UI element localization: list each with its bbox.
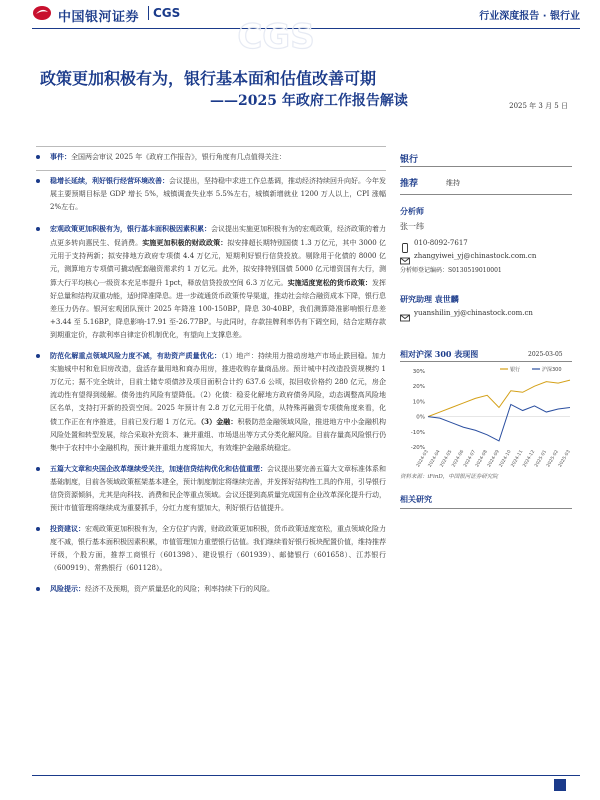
sidebar-divider [400,508,572,509]
bullet-heading: 事件： [50,152,71,161]
bullet-macro-policy [36,222,386,342]
y-tick-label: -20% [410,445,425,451]
email-icon [400,308,410,318]
column-divider [36,146,386,147]
report-title: 政策更加积极有为，银行基本面和估值改善可期 [40,69,377,88]
y-tick-label: 20% [412,384,425,391]
bullet-text: 会议提出实施更加积极有为的宏观政策，经济政策的着力点更多转向惠民生、促消费。 [50,225,386,247]
bullet-growth [36,174,386,214]
x-tick-label: 2024-04 [427,449,442,469]
series-line-1 [428,404,570,440]
footer-divider [32,775,580,776]
bullet-text: 宏观政策更加积极有为，全方位扩内需，财政政策更加积极，货币政策适度宽松，重点领域化险力度不减，银行基本面积极因素积累，市值管理加力重塑银行估值。我们继续看好银行板块配置价值，维持推荐评级，个股方面，推荐工商银行（601398）、建设银行（601939）、邮储银行（601658）、江苏银行（600919）、常熟银行（601128）。 [50,525,386,572]
legend-label: 沪深300 [542,367,562,373]
x-tick-label: 2024-11 [510,449,525,469]
summary-column [36,144,386,596]
x-tick-label: 2024-07 [463,449,478,469]
svg-text:CGS: CGS [237,17,315,57]
bullet-subheading: （3）金融： [200,417,238,426]
x-tick-label: 2024-12 [522,449,537,469]
company-name: 中国银河证券 [58,10,140,25]
y-tick-label: 30% [412,369,425,375]
bullet-dot-icon [36,179,40,183]
analyst-phone: 010-8092-7617 [414,239,468,247]
relative-performance-chart [400,363,575,473]
email-icon [400,251,410,261]
bullet-subheading: 实施更加积极的财政政策： [142,238,228,247]
bullet-text: 拟安排超长期特别国债 1.3 万亿元，其中 3000 亿元用于支持两新；拟安排地方政府专项债 4.4 万亿元，短期利好银行信贷投放。剔除用于化债的 8000 亿元，测算地方专项债可撬动配套融资需求约 1 万亿元。此外，拟安排特别国债 5000 亿元增资国有大行，测算大行平均核心一级资本充足率提升 1pct，释放信贷投放空间 6.3 万亿元。 [50,239,386,287]
rating-value: 维持 [446,179,460,187]
bullet-text: 发挥好总量和结构双重功能，适时降准降息。进一步疏通货币政策传导渠道，推动社会综合融资成本下降，银行息差压力仍存。银河宏观团队预计 2025 年降准 100-150BP，降息 30-40BP，我们测算降准影响银行息差+3.44 至 5.16BP，降息影响-17.91 至-26.77BP。与此同时，存款挂牌利率仍有下调空间，结合定期存款到期重定价，存款利率自律定价机制优化，有望向上支撑息差。 [50,279,387,339]
bullet-dot-icon [36,527,40,531]
analyst-name: 张一纬 [400,222,424,231]
bullet-heading: 五篇大文章和央国企改革继续受关注，加速信贷结构优化和估值重塑： [50,464,267,473]
bullet-subheading: 实施适度宽松的货币政策： [287,278,372,287]
report-subtitle: ——2025 年政府工作报告解读 [210,93,408,109]
bullet-heading: 投资建议： [50,524,85,533]
x-tick-label: 2024-10 [498,449,513,469]
bullet-heading: 风险提示： [50,584,85,593]
phone-icon [400,238,410,248]
company-abbrev: CGS [153,6,181,20]
x-tick-label: 2025-02 [546,449,560,469]
analyst-cert: 分析师登记编码：S0130519010001 [400,267,502,274]
bullet-investment-advice [36,522,386,575]
bullet-text: （1）地产：持续用力推动房地产市场止跌回稳。加力实施城中村和危旧房改造，盘活存量用地和商办用房，推进收购存量商品房。预计城中村改造投资规模约 1 万亿元；据不完全统计，目前土储专项债涉及项目面积合计约 637.6 公顷，拟回收价格约 280 亿元，房企流动性有望得到缓解。债务违约风险有望降低。（2）化债：稳妥化解地方政府债务风险，动态调整高风险地区名单，支持打开新的投资空间。2025 年预计有 2.8 万亿元用于化债，从特殊再融资专项债角度来看，化债工作正在有序推进，目前已发行超 1 万亿元。 [50,352,387,426]
bullet-text: 会议提出，坚持稳中求进工作总基调，推动经济持续回升向好。今年发展主要预期目标是 GDP 增长 5%，城镇调查失业率 5.5%左右，城镇新增就业 1200 万人以上，CPI 涨幅 2%左右。 [50,177,386,211]
chart-source: 资料来源：iFinD，中国银河证券研究院 [400,474,498,480]
bullet-heading: 防范化解重点领域风险力度不减，有助资产质量优化： [50,351,222,360]
x-tick-label: 2024-08 [475,449,489,469]
chart-top-divider [400,361,572,362]
bullet-five-articles [36,462,386,515]
analyst-heading: 分析师 [400,206,424,216]
chart-date: 2025-03-05 [528,351,563,358]
bullet-risk-control [36,349,386,455]
page-number [554,779,566,791]
bullet-dot-icon [36,587,40,591]
bullet-heading: 稳增长延续，利好银行经营环境改善： [50,176,169,185]
bullet-risk-warning [36,582,386,596]
report-date: 2025 年 3 月 5 日 [509,102,568,110]
company-logo-icon [32,5,52,21]
rating-label: 推荐 [400,179,419,189]
y-tick-label: 10% [412,399,425,406]
report-type: 行业深度报告 · 银行业 [479,11,580,22]
column-divider [36,170,386,171]
assistant-heading: 研究助理 袁世麟 [400,294,459,304]
y-tick-label: -10% [410,429,425,436]
sector-label: 银行 [400,155,419,165]
bullet-text: 会议提出要完善五篇大文章标准体系和基础制度，目前各领域政策框架基本建全，预计制度制定将继续完善，并发挥好结构性工具的作用，引导银行信贷资源倾斜，尤其是向科技、消费和民企等重点领域。会议还提到高质量完成国有企业改革深化提升行动，预计市值管理将继续成为重要抓手，分红力度有望加大，利好银行估值提升。 [50,465,386,512]
x-tick-label: 2024-06 [451,449,466,469]
x-tick-label: 2025-01 [534,449,549,469]
y-tick-label: 0% [416,414,425,421]
x-tick-label: 2025-03 [557,449,572,469]
bullet-text: 经济不及预期，资产质量恶化的风险；利率持续下行的风险。 [85,585,274,593]
x-tick-label: 2024-09 [486,449,501,469]
watermark-logo [237,0,315,60]
chart-title: 相对沪深 300 表现图 [400,349,479,359]
sidebar-divider [400,166,572,167]
legend-label: 银行 [510,367,521,373]
bullet-dot-icon [36,227,40,231]
bullet-event [36,150,386,164]
bullet-dot-icon [36,467,40,471]
assistant-email[interactable]: yuanshilin_yj@chinastock.com.cn [414,309,533,317]
bullet-dot-icon [36,354,40,358]
bullet-heading: 宏观政策更加积极有为，银行基本面积极因素积累： [50,224,211,233]
logo-divider [148,6,149,20]
bullet-dot-icon [36,155,40,159]
x-tick-label: 2024-05 [439,449,454,469]
sidebar-divider [400,194,572,195]
bullet-text: 积极防范金融领域风险，推进地方中小金融机构风险处置和转型发展，综合采取补充资本、兼并重组、市场退出等方式分类化解风险。目前存量高风险银行仍集中于农村中小金融机构，预计兼并重组力度将加大，有效维护金融系统稳定。 [50,418,387,452]
related-research-heading: 相关研究 [400,494,432,504]
x-tick-label: 2024-03 [415,449,430,469]
analyst-email[interactable]: zhangyiwei_yj@chinastock.com.cn [414,252,537,260]
bullet-text: 全国两会审议 2025 年《政府工作报告》，银行角度有几点值得关注： [71,153,286,161]
